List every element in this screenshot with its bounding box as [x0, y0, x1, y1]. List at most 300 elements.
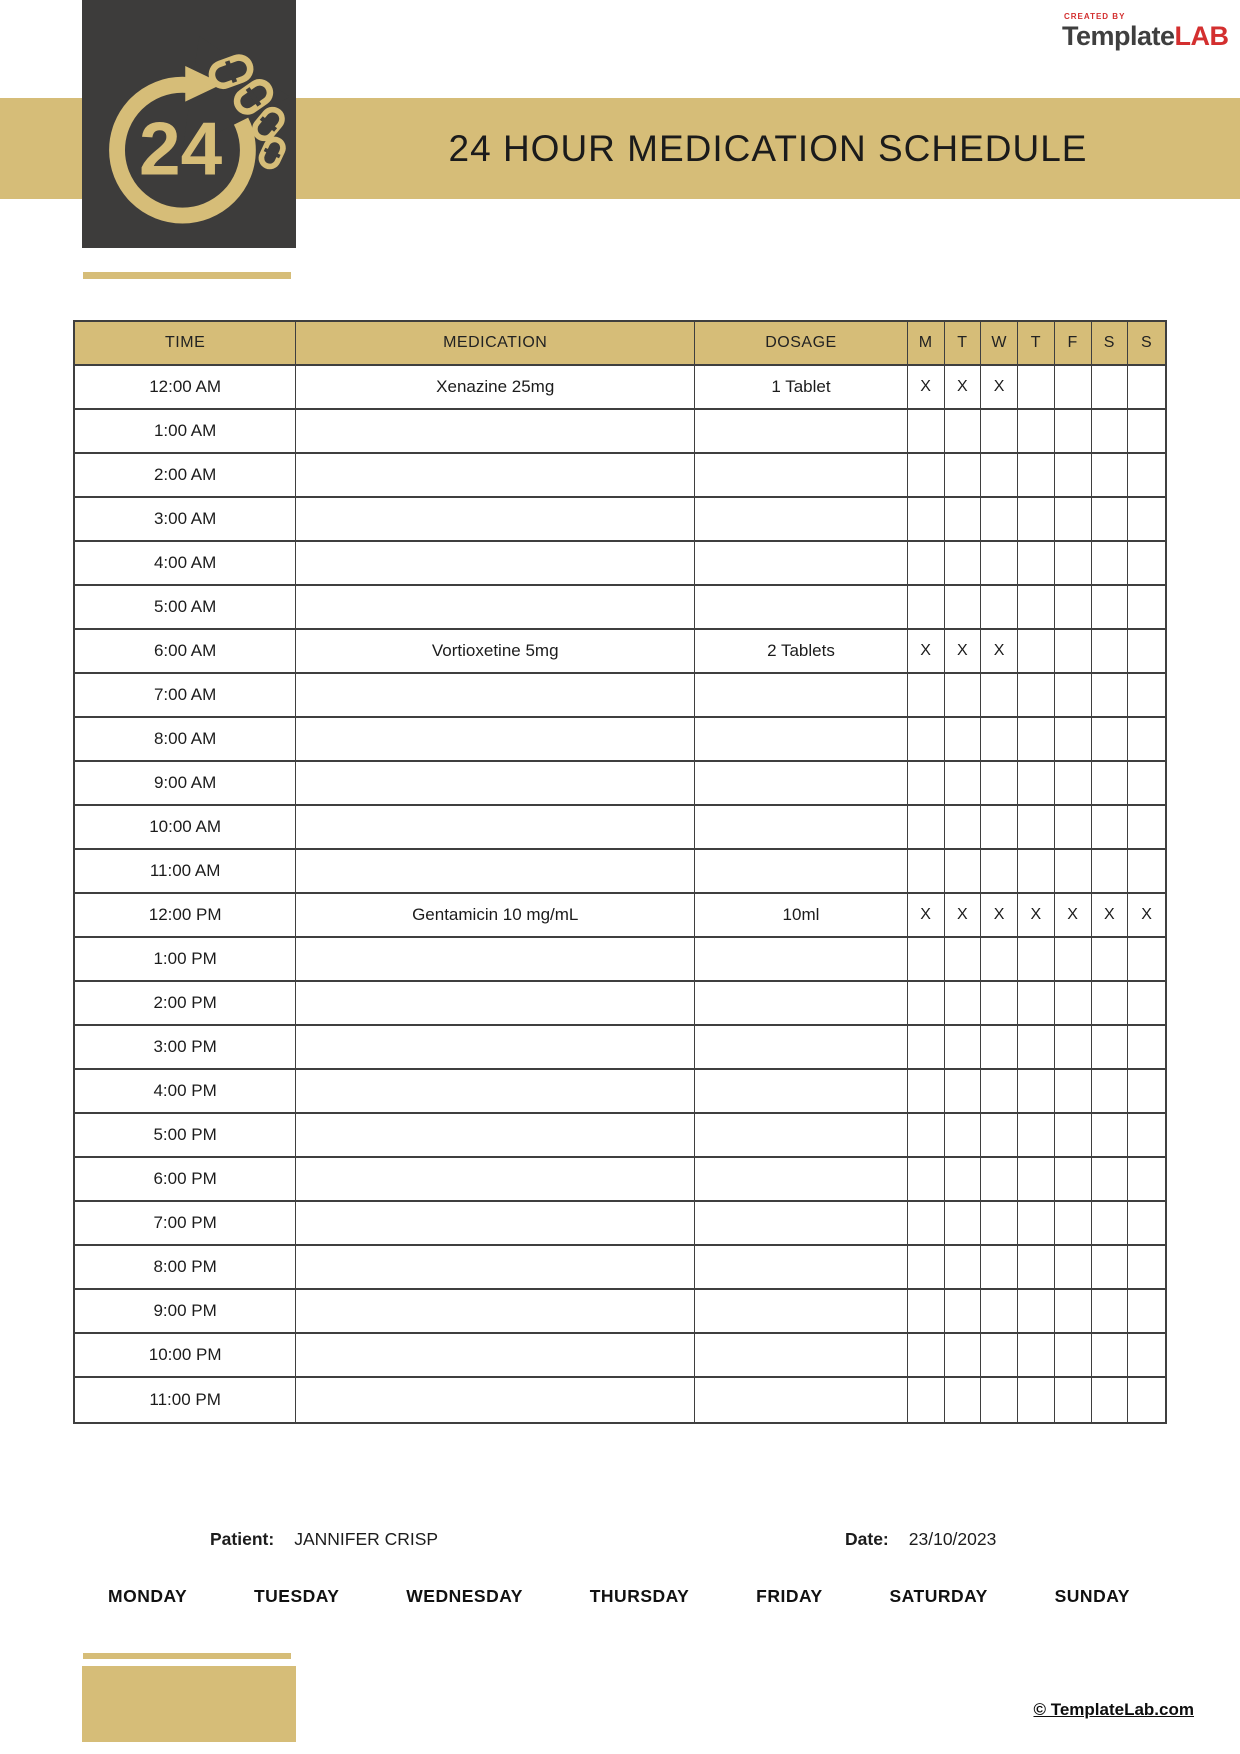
day-check-cell	[1092, 630, 1129, 672]
day-check-cell: X	[908, 366, 945, 408]
time-cell: 3:00 AM	[75, 498, 296, 540]
day-check-cell	[1055, 718, 1092, 760]
brand-created-by: CREATED BY	[1064, 12, 1126, 21]
schedule-row	[75, 586, 1165, 630]
dosage-cell	[695, 1202, 908, 1244]
day-check-cell	[1128, 1026, 1165, 1068]
day-check-cell	[981, 762, 1018, 804]
column-header-day-4: T	[1018, 322, 1055, 364]
weekday-label: WEDNESDAY	[406, 1586, 523, 1606]
schedule-row	[75, 366, 1165, 410]
day-check-cell	[1128, 806, 1165, 848]
day-check-cell	[1055, 982, 1092, 1024]
day-check-cell	[1055, 674, 1092, 716]
day-check-cell	[945, 1246, 982, 1288]
dosage-cell: 1 Tablet	[695, 366, 908, 408]
day-check-cell	[908, 1070, 945, 1112]
column-header-day-3: W	[981, 322, 1018, 364]
day-check-cell	[981, 586, 1018, 628]
medication-cell	[296, 982, 695, 1024]
dosage-cell: 10ml	[695, 894, 908, 936]
time-cell: 5:00 PM	[75, 1114, 296, 1156]
dosage-cell	[695, 498, 908, 540]
day-check-cell	[1055, 454, 1092, 496]
dosage-cell	[695, 674, 908, 716]
schedule-row	[75, 410, 1165, 454]
patient-label: Patient:	[210, 1529, 275, 1549]
medication-cell	[296, 718, 695, 760]
dosage-cell	[695, 1334, 908, 1376]
copyright-link[interactable]: © TemplateLab.com	[1033, 1700, 1194, 1719]
day-check-cell	[1128, 1158, 1165, 1200]
time-cell: 4:00 PM	[75, 1070, 296, 1112]
day-check-cell	[908, 982, 945, 1024]
dosage-cell	[695, 1290, 908, 1332]
schedule-row	[75, 1246, 1165, 1290]
day-check-cell	[1092, 1202, 1129, 1244]
day-check-cell	[1018, 498, 1055, 540]
medication-cell	[296, 542, 695, 584]
day-check-cell	[1092, 806, 1129, 848]
dosage-cell	[695, 454, 908, 496]
page-title: 24 HOUR MEDICATION SCHEDULE	[448, 127, 1088, 169]
day-check-cell	[1092, 410, 1129, 452]
weekday-label: TUESDAY	[253, 1586, 340, 1606]
badge-number: 24	[139, 106, 223, 191]
dosage-cell	[695, 1114, 908, 1156]
footer-gold-box	[82, 1666, 296, 1742]
day-check-cell	[1128, 1070, 1165, 1112]
dosage-cell	[695, 718, 908, 760]
day-check-cell	[981, 1378, 1018, 1422]
day-check-cell	[945, 1114, 982, 1156]
day-check-cell	[1128, 542, 1165, 584]
dosage-cell	[695, 982, 908, 1024]
day-check-cell	[1018, 1378, 1055, 1422]
medication-cell	[296, 1290, 695, 1332]
medication-cell	[296, 1114, 695, 1156]
day-check-cell	[1092, 982, 1129, 1024]
day-check-cell	[1128, 498, 1165, 540]
day-check-cell	[1055, 806, 1092, 848]
day-check-cell	[981, 1070, 1018, 1112]
schedule-table	[73, 320, 1167, 1424]
medication-cell	[296, 498, 695, 540]
day-check-cell	[945, 982, 982, 1024]
day-check-cell	[1092, 586, 1129, 628]
day-check-cell	[981, 454, 1018, 496]
day-check-cell	[981, 674, 1018, 716]
day-check-cell	[908, 1246, 945, 1288]
time-cell: 10:00 PM	[75, 1334, 296, 1376]
day-check-cell	[981, 982, 1018, 1024]
dosage-cell	[695, 1070, 908, 1112]
24-hour-pills-icon	[89, 8, 289, 240]
time-cell: 12:00 AM	[75, 366, 296, 408]
day-check-cell	[1092, 674, 1129, 716]
day-check-cell	[908, 850, 945, 892]
day-check-cell	[1018, 1246, 1055, 1288]
day-check-cell	[1055, 1378, 1092, 1422]
time-cell: 6:00 AM	[75, 630, 296, 672]
day-check-cell	[981, 938, 1018, 980]
patient-value: JANNIFER CRISP	[294, 1529, 439, 1549]
day-check-cell	[908, 1202, 945, 1244]
day-check-cell	[908, 1158, 945, 1200]
medication-cell	[296, 410, 695, 452]
day-check-cell	[908, 542, 945, 584]
brand-name	[1062, 23, 1229, 50]
schedule-row	[75, 1202, 1165, 1246]
day-check-cell	[945, 1202, 982, 1244]
time-cell: 2:00 PM	[75, 982, 296, 1024]
date-field	[845, 1529, 996, 1550]
day-check-cell	[1055, 630, 1092, 672]
day-check-cell	[1128, 454, 1165, 496]
schedule-row	[75, 806, 1165, 850]
day-check-cell	[945, 1334, 982, 1376]
day-check-cell	[1018, 630, 1055, 672]
medication-cell: Vortioxetine 5mg	[296, 630, 695, 672]
day-check-cell	[908, 674, 945, 716]
day-check-cell	[908, 586, 945, 628]
day-check-cell	[1018, 542, 1055, 584]
day-check-cell	[908, 1334, 945, 1376]
column-header-medication: MEDICATION	[296, 322, 695, 364]
schedule-row	[75, 1026, 1165, 1070]
day-check-cell	[1128, 982, 1165, 1024]
day-check-cell	[981, 806, 1018, 848]
day-check-cell	[908, 938, 945, 980]
time-cell: 5:00 AM	[75, 586, 296, 628]
day-check-cell	[945, 718, 982, 760]
day-check-cell	[1055, 1114, 1092, 1156]
medication-cell: Xenazine 25mg	[296, 366, 695, 408]
day-check-cell	[1018, 586, 1055, 628]
time-cell: 11:00 AM	[75, 850, 296, 892]
day-check-cell	[908, 454, 945, 496]
day-check-cell	[1055, 762, 1092, 804]
day-check-cell	[981, 1334, 1018, 1376]
dosage-cell	[695, 1026, 908, 1068]
medication-cell	[296, 762, 695, 804]
dosage-cell	[695, 1246, 908, 1288]
day-check-cell	[1018, 718, 1055, 760]
time-cell: 12:00 PM	[75, 894, 296, 936]
day-check-cell	[1055, 1246, 1092, 1288]
day-check-cell	[1092, 1026, 1129, 1068]
day-check-cell	[1018, 938, 1055, 980]
dosage-cell	[695, 938, 908, 980]
day-check-cell	[981, 410, 1018, 452]
logo-underline	[83, 272, 291, 279]
medication-cell	[296, 1202, 695, 1244]
time-cell: 1:00 AM	[75, 410, 296, 452]
day-check-cell	[1018, 1334, 1055, 1376]
day-check-cell	[908, 410, 945, 452]
weekday-label: SATURDAY	[889, 1586, 988, 1606]
schedule-row	[75, 630, 1165, 674]
column-header-day-1: M	[908, 322, 945, 364]
day-check-cell	[945, 1070, 982, 1112]
day-check-cell	[1092, 850, 1129, 892]
day-check-cell	[981, 1026, 1018, 1068]
day-check-cell	[981, 850, 1018, 892]
medication-cell	[296, 586, 695, 628]
day-check-cell: X	[1018, 894, 1055, 936]
dosage-cell	[695, 586, 908, 628]
schedule-row	[75, 542, 1165, 586]
day-check-cell	[1092, 1334, 1129, 1376]
schedule-row	[75, 674, 1165, 718]
column-header-time: TIME	[75, 322, 296, 364]
dosage-cell: 2 Tablets	[695, 630, 908, 672]
day-check-cell	[1055, 1026, 1092, 1068]
schedule-row	[75, 982, 1165, 1026]
day-check-cell	[1055, 542, 1092, 584]
time-cell: 7:00 AM	[75, 674, 296, 716]
dosage-cell	[695, 1378, 908, 1422]
day-check-cell	[1055, 1334, 1092, 1376]
day-check-cell	[945, 850, 982, 892]
schedule-row	[75, 938, 1165, 982]
day-check-cell	[1055, 938, 1092, 980]
schedule-row	[75, 1070, 1165, 1114]
medication-cell	[296, 1378, 695, 1422]
day-check-cell	[908, 498, 945, 540]
dosage-cell	[695, 1158, 908, 1200]
day-check-cell	[1018, 982, 1055, 1024]
day-check-cell	[1128, 1246, 1165, 1288]
brand-name-template: Template	[1062, 21, 1175, 51]
day-check-cell	[1055, 850, 1092, 892]
day-check-cell	[945, 806, 982, 848]
medication-cell	[296, 1334, 695, 1376]
day-check-cell	[908, 806, 945, 848]
day-check-cell	[1018, 454, 1055, 496]
time-cell: 9:00 AM	[75, 762, 296, 804]
column-header-day-7: S	[1128, 322, 1165, 364]
weekday-label: SUNDAY	[1054, 1586, 1130, 1606]
day-check-cell	[1018, 1158, 1055, 1200]
day-check-cell	[981, 498, 1018, 540]
day-check-cell	[981, 1246, 1018, 1288]
weekday-label: MONDAY	[108, 1586, 188, 1606]
time-cell: 4:00 AM	[75, 542, 296, 584]
time-cell: 3:00 PM	[75, 1026, 296, 1068]
day-check-cell	[1128, 1334, 1165, 1376]
day-check-cell	[1055, 410, 1092, 452]
time-cell: 10:00 AM	[75, 806, 296, 848]
time-cell: 6:00 PM	[75, 1158, 296, 1200]
dosage-cell	[695, 850, 908, 892]
schedule-row	[75, 1114, 1165, 1158]
schedule-row	[75, 718, 1165, 762]
day-check-cell	[981, 718, 1018, 760]
patient-field	[210, 1529, 438, 1550]
day-check-cell	[1128, 1202, 1165, 1244]
medication-cell	[296, 1026, 695, 1068]
day-check-cell	[1128, 1290, 1165, 1332]
day-check-cell: X	[1092, 894, 1129, 936]
medication-cell	[296, 674, 695, 716]
day-check-cell: X	[945, 894, 982, 936]
medication-cell	[296, 1246, 695, 1288]
medication-cell	[296, 1158, 695, 1200]
day-check-cell	[908, 718, 945, 760]
time-cell: 11:00 PM	[75, 1378, 296, 1422]
day-check-cell	[1055, 1070, 1092, 1112]
column-header-dosage: DOSAGE	[695, 322, 908, 364]
day-check-cell	[945, 762, 982, 804]
day-check-cell	[1092, 1114, 1129, 1156]
weekdays-row	[108, 1586, 1130, 1607]
day-check-cell	[1055, 586, 1092, 628]
day-check-cell	[1092, 938, 1129, 980]
day-check-cell	[1018, 762, 1055, 804]
time-cell: 2:00 AM	[75, 454, 296, 496]
day-check-cell	[1128, 674, 1165, 716]
day-check-cell: X	[1055, 894, 1092, 936]
day-check-cell	[908, 1290, 945, 1332]
day-check-cell: X	[908, 630, 945, 672]
day-check-cell	[1018, 366, 1055, 408]
day-check-cell	[945, 1158, 982, 1200]
day-check-cell	[1092, 1070, 1129, 1112]
day-check-cell	[1128, 718, 1165, 760]
day-check-cell	[945, 454, 982, 496]
dosage-cell	[695, 806, 908, 848]
day-check-cell	[1092, 1290, 1129, 1332]
day-check-cell	[1092, 718, 1129, 760]
day-check-cell	[1128, 630, 1165, 672]
day-check-cell	[1018, 850, 1055, 892]
day-check-cell: X	[1141, 906, 1152, 923]
column-header-day-5: F	[1055, 322, 1092, 364]
day-check-cell	[981, 1202, 1018, 1244]
time-cell: 8:00 AM	[75, 718, 296, 760]
day-check-cell	[1055, 1202, 1092, 1244]
day-check-cell	[1092, 1158, 1129, 1200]
column-header-day-6: S	[1092, 322, 1129, 364]
day-check-cell	[981, 1158, 1018, 1200]
day-check-cell	[908, 1114, 945, 1156]
weekday-label: THURSDAY	[589, 1586, 690, 1606]
day-check-cell	[945, 938, 982, 980]
day-check-cell	[1018, 1202, 1055, 1244]
day-check-cell	[945, 1378, 982, 1422]
day-check-cell: X	[981, 366, 1018, 408]
day-check-cell	[908, 1026, 945, 1068]
day-check-cell	[945, 586, 982, 628]
time-cell: 7:00 PM	[75, 1202, 296, 1244]
schedule-row	[75, 1378, 1165, 1422]
column-header-day-2: T	[945, 322, 982, 364]
day-check-cell: X	[945, 366, 982, 408]
time-cell: 9:00 PM	[75, 1290, 296, 1332]
schedule-row	[75, 850, 1165, 894]
day-check-cell: X	[981, 630, 1018, 672]
schedule-row	[75, 762, 1165, 806]
day-check-cell	[945, 674, 982, 716]
day-check-cell	[1018, 1114, 1055, 1156]
day-check-cell	[981, 542, 1018, 584]
day-check-cell	[945, 542, 982, 584]
day-check-cell	[1092, 454, 1129, 496]
brand-name-lab: LAB	[1174, 21, 1229, 51]
day-check-cell	[1055, 498, 1092, 540]
day-check-cell	[945, 498, 982, 540]
day-check-cell	[1092, 542, 1129, 584]
day-check-cell	[1055, 1158, 1092, 1200]
time-cell: 1:00 PM	[75, 938, 296, 980]
day-check-cell	[1055, 1290, 1092, 1332]
brand-logo	[1062, 13, 1229, 50]
day-check-cell: X	[981, 894, 1018, 936]
medication-cell	[296, 850, 695, 892]
time-cell: 8:00 PM	[75, 1246, 296, 1288]
day-check-cell	[1018, 806, 1055, 848]
day-check-cell	[1128, 410, 1165, 452]
day-check-cell	[1018, 410, 1055, 452]
day-check-cell	[1128, 1378, 1165, 1422]
day-check-cell	[1128, 586, 1165, 628]
table-header-row	[75, 322, 1165, 366]
medication-cell	[296, 806, 695, 848]
day-check-cell	[1018, 674, 1055, 716]
weekday-label: FRIDAY	[756, 1586, 823, 1606]
day-check-cell	[1055, 366, 1092, 408]
day-check-cell	[1092, 1378, 1129, 1422]
day-check-cell	[908, 762, 945, 804]
day-check-cell	[1092, 1246, 1129, 1288]
day-check-cell	[945, 410, 982, 452]
schedule-row	[75, 498, 1165, 542]
day-check-cell	[945, 1290, 982, 1332]
day-check-cell: X	[908, 894, 945, 936]
dosage-cell	[695, 410, 908, 452]
schedule-row	[75, 1290, 1165, 1334]
day-check-cell	[981, 1114, 1018, 1156]
date-label: Date:	[845, 1529, 889, 1549]
day-check-cell	[1018, 1290, 1055, 1332]
date-value: 23/10/2023	[908, 1529, 997, 1549]
day-check-cell	[1092, 366, 1129, 408]
day-check-cell	[1128, 366, 1165, 408]
day-check-cell: X	[945, 630, 982, 672]
day-check-cell	[908, 1378, 945, 1422]
day-check-cell	[1128, 762, 1165, 804]
footer-gold-line	[83, 1653, 291, 1659]
medication-cell	[296, 454, 695, 496]
day-check-cell	[1128, 850, 1165, 892]
medication-cell	[296, 1070, 695, 1112]
dosage-cell	[695, 542, 908, 584]
day-check-cell	[1018, 1070, 1055, 1112]
medication-cell: Gentamicin 10 mg/mL	[296, 894, 695, 936]
day-check-cell	[1128, 938, 1165, 980]
day-check-cell	[945, 1026, 982, 1068]
medication-cell	[296, 938, 695, 980]
logo-box	[82, 0, 296, 248]
day-check-cell	[1128, 1114, 1165, 1156]
day-check-cell	[1092, 762, 1129, 804]
day-check-cell	[1018, 1026, 1055, 1068]
schedule-row	[75, 894, 1165, 938]
schedule-row	[75, 1158, 1165, 1202]
dosage-cell	[695, 762, 908, 804]
schedule-row	[75, 1334, 1165, 1378]
